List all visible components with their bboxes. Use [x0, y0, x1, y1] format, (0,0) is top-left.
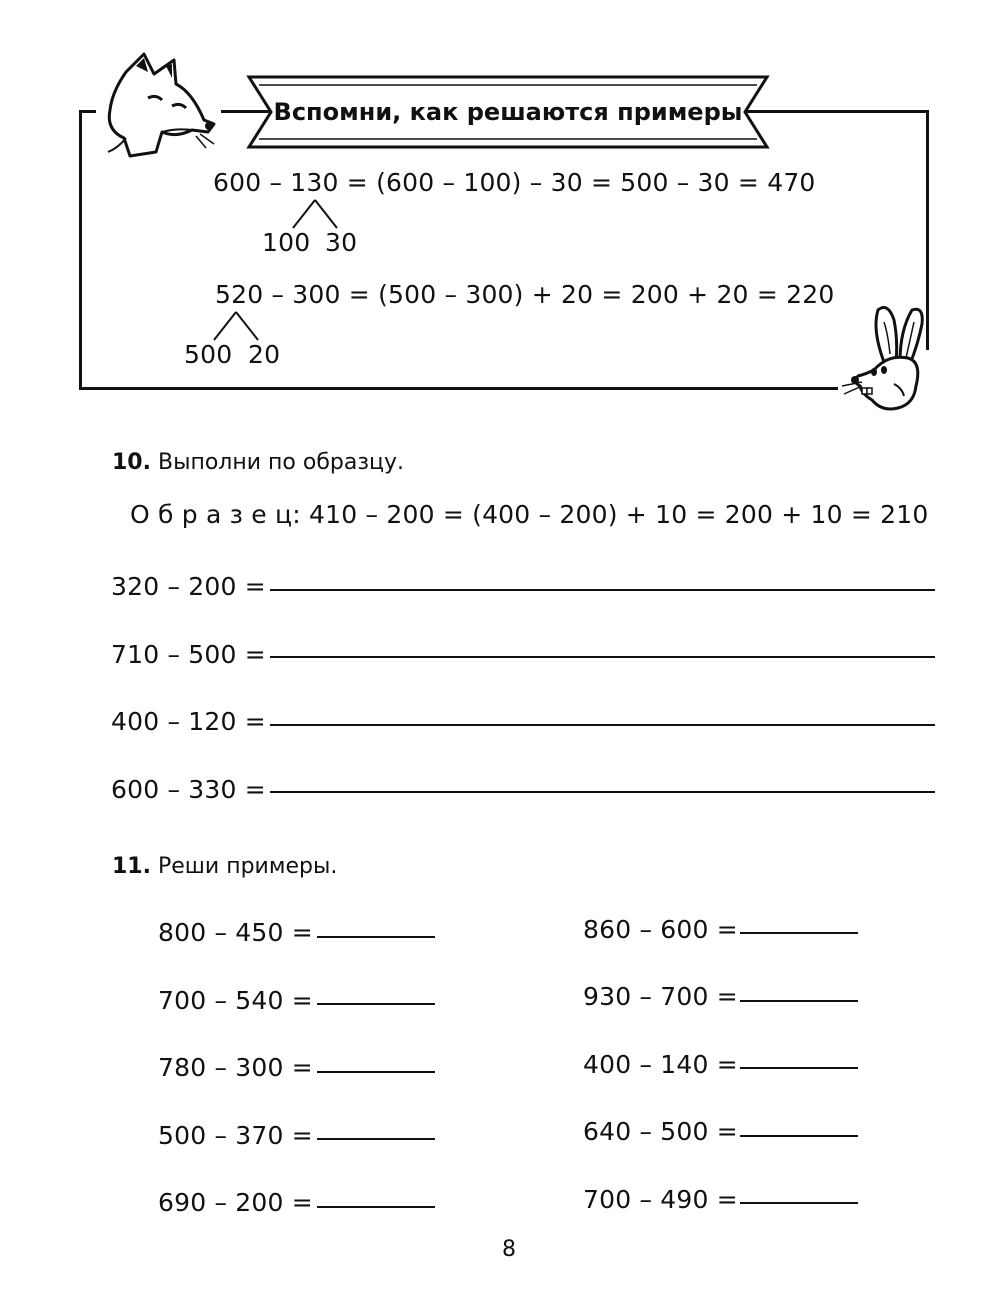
example2-split-left: 500 [184, 340, 233, 369]
task11-right-item: 640 – 500 = [583, 1117, 738, 1146]
fox-icon [96, 52, 221, 160]
example2-split-right: 20 [248, 340, 281, 369]
answer-line[interactable] [740, 1202, 858, 1204]
task10-instruction: Выполни по образцу. [157, 450, 405, 475]
task11-right-item: 700 – 490 = [583, 1185, 738, 1214]
sample-label: О б р а з е ц: [130, 500, 301, 529]
task10-row-label: 400 – 120 = [111, 707, 266, 736]
task11-right-item: 930 – 700 = [583, 982, 738, 1011]
task11-left-item: 500 – 370 = [158, 1121, 313, 1150]
example1-split-left: 100 [262, 228, 311, 257]
answer-line[interactable] [317, 1003, 435, 1005]
answer-line[interactable] [740, 1000, 858, 1002]
task11-right-item: 860 – 600 = [583, 915, 738, 944]
task10-sample [130, 500, 928, 529]
answer-line[interactable] [317, 1071, 435, 1073]
answer-line[interactable] [270, 791, 935, 793]
task11-right-item: 400 – 140 = [583, 1050, 738, 1079]
answer-line[interactable] [740, 932, 858, 934]
task10-number: 10. [112, 450, 151, 475]
task10-row-label: 600 – 330 = [111, 775, 266, 804]
task10-heading [112, 450, 404, 475]
answer-line[interactable] [317, 936, 435, 938]
task11-left-item: 690 – 200 = [158, 1188, 313, 1217]
example2-split-lines [208, 310, 268, 342]
answer-line[interactable] [740, 1135, 858, 1137]
sample-text: 410 – 200 = (400 – 200) + 10 = 200 + 10 = 210 [309, 500, 929, 529]
answer-line[interactable] [317, 1138, 435, 1140]
task10-row-label: 320 – 200 = [111, 572, 266, 601]
example1-equation: 600 – 130 = (600 – 100) – 30 = 500 – 30 = 470 [213, 168, 816, 197]
answer-line[interactable] [270, 589, 935, 591]
task11-left-item: 780 – 300 = [158, 1053, 313, 1082]
task10-row-label: 710 – 500 = [111, 640, 266, 669]
example2-equation: 520 – 300 = (500 – 300) + 20 = 200 + 20 = 220 [215, 280, 835, 309]
task11-instruction: Реши примеры. [157, 854, 338, 879]
answer-line[interactable] [270, 656, 935, 658]
answer-line[interactable] [740, 1067, 858, 1069]
task11-heading [112, 854, 337, 879]
task11-number: 11. [112, 854, 151, 879]
rabbit-icon [838, 300, 938, 420]
task11-left-item: 800 – 450 = [158, 918, 313, 947]
task11-left-item: 700 – 540 = [158, 986, 313, 1015]
example1-split-right: 30 [325, 228, 358, 257]
answer-line[interactable] [317, 1206, 435, 1208]
page-number: 8 [502, 1237, 516, 1262]
reminder-title: Вспомни, как решаются примеры [273, 98, 743, 126]
example1-split-lines [285, 198, 345, 230]
answer-line[interactable] [270, 724, 935, 726]
